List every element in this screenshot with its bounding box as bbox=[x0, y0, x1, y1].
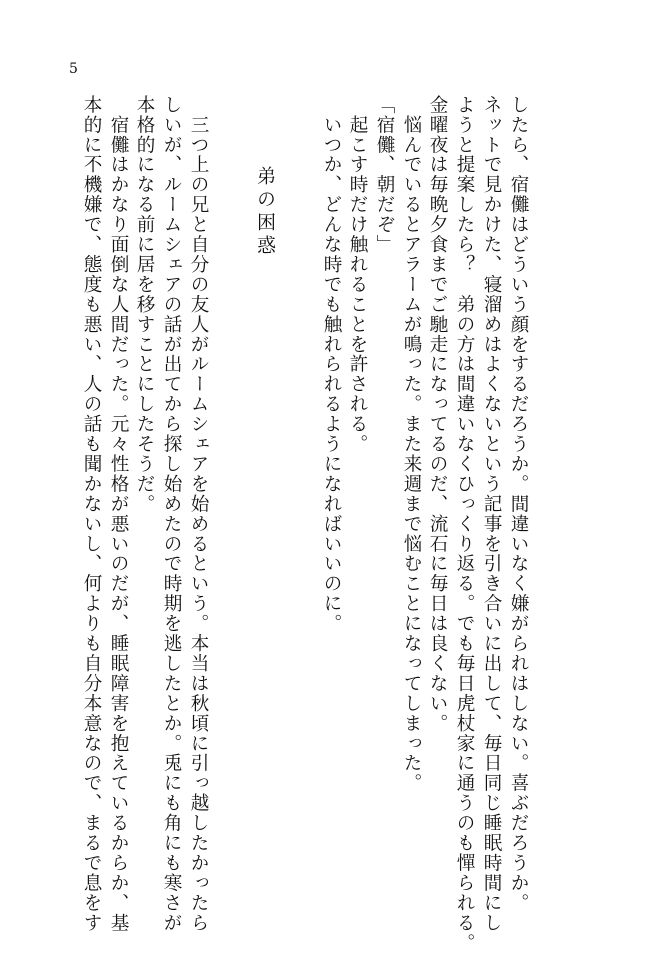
body-line-1: したら、宿儺はどういう顔をするだろうか。間違いなく嫌がられはしない。喜ぶだろうか。 bbox=[508, 95, 529, 913]
body-line-9: 三つ上の兄と自分の友人がルームシェアを始めるという。本当は秋頃に引っ越したかったら bbox=[188, 95, 209, 933]
body-line-3: ようと提案したら？ 弟の方は間違いなくひっくり返る。でも毎日虎杖家に通うのも憚られる。 bbox=[454, 95, 475, 953]
body-line-12: 宿儺はかなり面倒な人間だった。元々性格が悪いのだが、睡眠障害を抱えているからか、基 bbox=[108, 95, 129, 933]
body-line-4: 金曜夜は毎晩夕食までご馳走になってるのだ、流石に毎日は良くない。 bbox=[427, 95, 448, 734]
body-line-13: 本的に不機嫌で、態度も悪い、人の話も聞かないし、何よりも自分本意なので、まるで息をす bbox=[81, 95, 102, 933]
body-line-11: 本格的になる前に居を移すことにしたそうだ。 bbox=[134, 95, 155, 514]
body-line-6: 「宿儺、朝だぞ」 bbox=[374, 95, 395, 255]
section-heading: 弟の困惑 bbox=[254, 166, 276, 258]
body-line-2: ネットで見かけた、寝溜めはよくないという記事を引き合いに出して、毎日同じ睡眠時間にし bbox=[481, 95, 502, 933]
body-line-5: 悩んでいるとアラームが鳴った。また来週まで悩むことになってしまった。 bbox=[401, 95, 422, 794]
body-line-10: しいが、ルームシェアの話が出てから探し始めたので時期を逃したとか。兎にも角にも寒さが bbox=[161, 95, 182, 933]
page-number: 5 bbox=[69, 61, 78, 77]
body-line-7: 起こす時だけ触れることを許される。 bbox=[347, 95, 368, 455]
body-line-8: いつか、どんな時でも触れられるようになればいいのに。 bbox=[321, 95, 342, 634]
